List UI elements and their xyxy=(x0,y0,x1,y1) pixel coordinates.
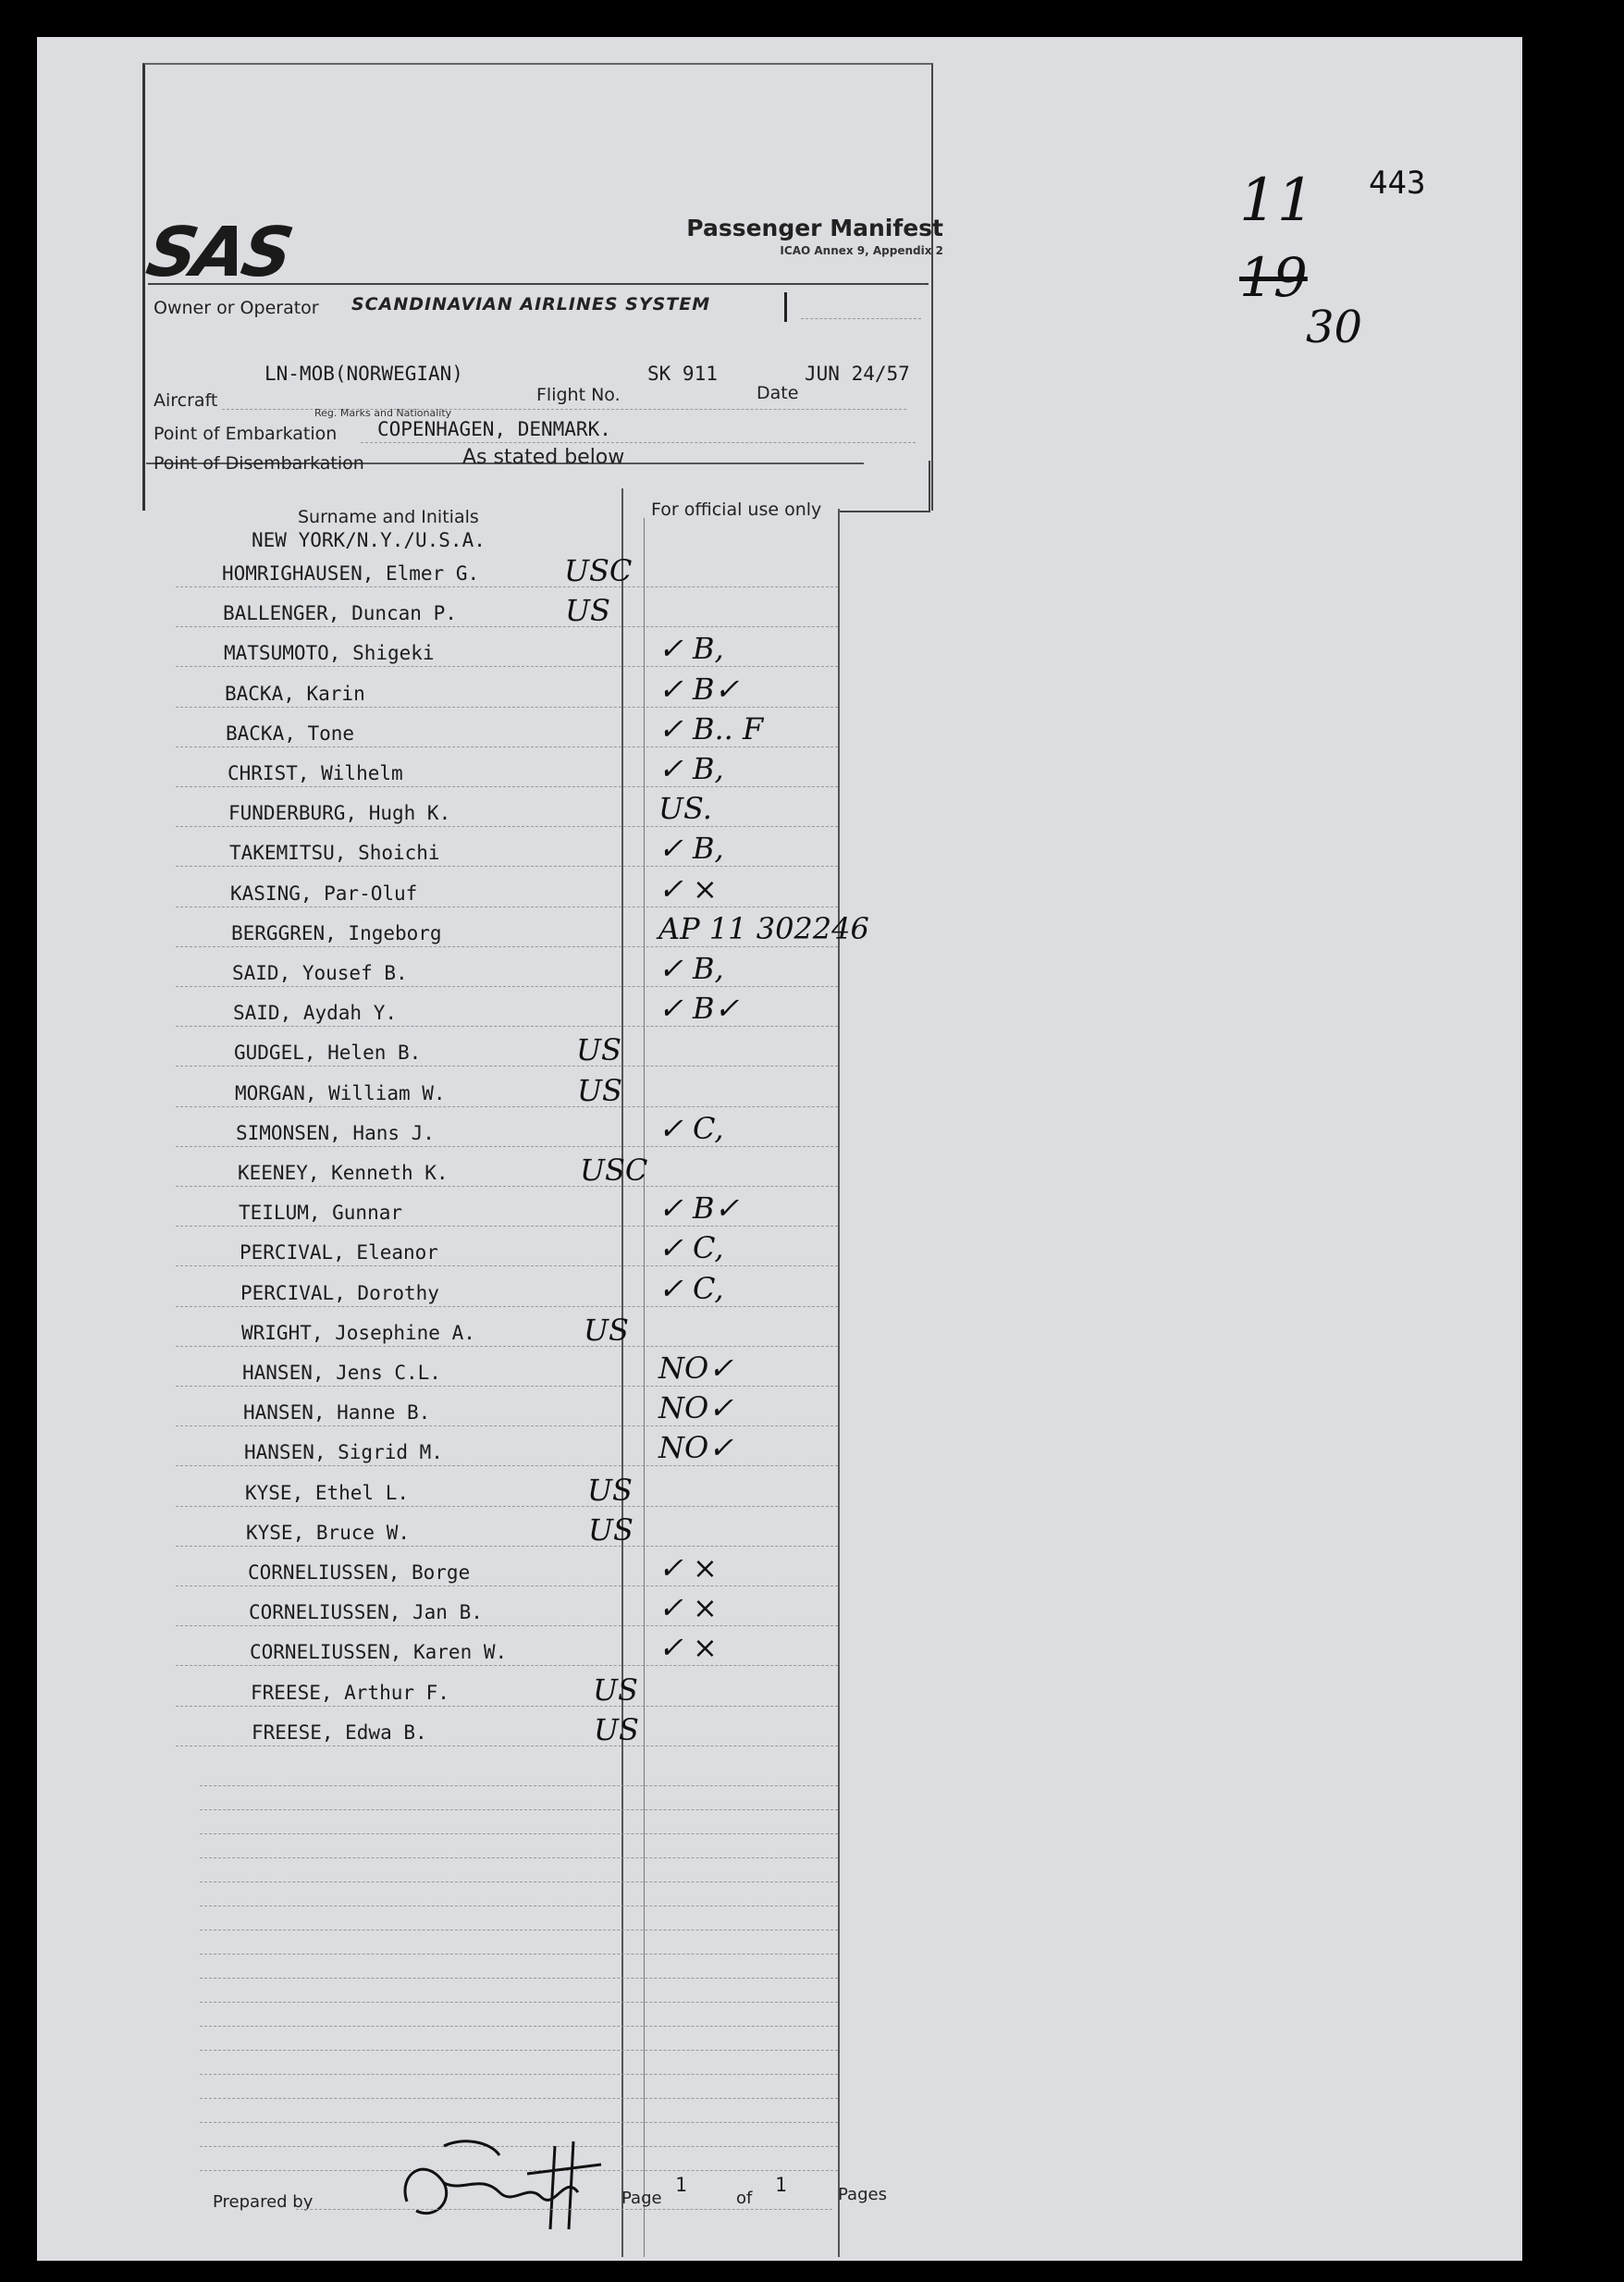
row-rule xyxy=(176,707,838,708)
official-use-mark: ✓ B, xyxy=(658,751,724,786)
passenger-name: HANSEN, Jens C.L. xyxy=(242,1362,441,1384)
blank-rule xyxy=(200,1833,838,1834)
official-use-mark: NO✓ xyxy=(658,1390,734,1425)
blank-rule xyxy=(200,1954,838,1955)
passenger-name: CORNELIUSSEN, Borge xyxy=(248,1561,471,1584)
page-title: Passenger Manifest xyxy=(686,215,943,241)
citizenship-note: US xyxy=(588,1512,634,1548)
pages-label: Pages xyxy=(838,2185,887,2204)
passenger-name: MATSUMOTO, Shigeki xyxy=(224,642,435,664)
official-use-mark: ✓ C, xyxy=(658,1230,724,1265)
row-rule xyxy=(176,1546,838,1547)
row-rule xyxy=(176,746,838,747)
flight-label: Flight No. xyxy=(536,385,621,405)
owner-label: Owner or Operator xyxy=(154,298,319,318)
official-use-mark: ✓ B✓ xyxy=(658,991,740,1026)
official-use-mark: ✓ B, xyxy=(658,631,724,666)
passenger-name: SAID, Aydah Y. xyxy=(233,1002,398,1024)
passenger-name: TEILUM, Gunnar xyxy=(239,1202,403,1224)
row-rule xyxy=(176,1425,838,1426)
passenger-name: SAID, Yousef B. xyxy=(232,962,408,984)
passenger-name: GUDGEL, Helen B. xyxy=(234,1042,422,1064)
official-use-mark: ✓ B.. F xyxy=(658,711,764,746)
disembark-value: As stated below xyxy=(462,446,625,469)
official-use-mark: ✓ × xyxy=(658,871,718,907)
official-use-mark: ✓ C, xyxy=(658,1271,724,1306)
destination: NEW YORK/N.Y./U.S.A. xyxy=(252,529,486,551)
blank-rule xyxy=(200,2122,838,2123)
row-rule xyxy=(176,986,838,987)
date-value: JUN 24/57 xyxy=(805,363,910,385)
form-box-tab xyxy=(840,461,930,512)
official-use-mark: ✓ C, xyxy=(658,1111,724,1146)
row-rule xyxy=(176,1066,838,1067)
margin-note-443: 443 xyxy=(1369,165,1426,202)
official-column-inner-divider xyxy=(644,518,645,2257)
date-label: Date xyxy=(757,383,799,403)
citizenship-note: US xyxy=(587,1473,633,1508)
passenger-name: FREESE, Arthur F. xyxy=(251,1682,449,1704)
row-rule xyxy=(176,666,838,667)
row-rule xyxy=(176,866,838,867)
passenger-name: HOMRIGHAUSEN, Elmer G. xyxy=(222,562,480,585)
blank-rule xyxy=(200,1785,838,1786)
passenger-name: BACKA, Karin xyxy=(225,683,365,705)
prepared-by-label: Prepared by xyxy=(213,2192,314,2212)
official-use-mark: NO✓ xyxy=(658,1430,734,1465)
passenger-name: FUNDERBURG, Hugh K. xyxy=(228,802,451,824)
of-label: of xyxy=(736,2189,753,2208)
row-rule xyxy=(176,786,838,787)
row-rule xyxy=(176,1625,838,1626)
passenger-name: KASING, Par-Oluf xyxy=(230,882,418,905)
row-rule xyxy=(176,1146,838,1147)
row-rule xyxy=(176,1226,838,1227)
official-use-mark: US. xyxy=(658,791,712,826)
footer-line xyxy=(296,2209,832,2210)
row-rule xyxy=(176,1665,838,1666)
blank-rule xyxy=(200,2098,838,2099)
citizenship-note: US xyxy=(594,1712,639,1747)
row-rule xyxy=(176,1265,838,1266)
citizenship-note: US xyxy=(584,1313,629,1348)
row-rule xyxy=(176,626,838,627)
passenger-name: CHRIST, Wilhelm xyxy=(228,762,403,784)
embark-value: COPENHAGEN, DENMARK. xyxy=(377,418,611,440)
citizenship-note: US xyxy=(577,1073,622,1108)
owner-value: SCANDINAVIAN AIRLINES SYSTEM xyxy=(351,294,711,315)
aircraft-sub-label: Reg. Marks and Nationality xyxy=(314,407,452,419)
blank-rule xyxy=(200,2026,838,2027)
embark-line xyxy=(361,442,916,443)
official-column-header: For official use only xyxy=(651,500,822,520)
owner-blank-line xyxy=(801,318,921,319)
names-column-header: Surname and Initials xyxy=(298,507,479,527)
sas-logo: SAS xyxy=(141,213,296,292)
citizenship-note: US xyxy=(565,593,610,628)
blank-rule xyxy=(200,2074,838,2075)
page-label: Page xyxy=(621,2189,662,2208)
official-use-mark: ✓ × xyxy=(658,1590,718,1625)
row-rule xyxy=(176,1465,838,1466)
official-column-right-divider xyxy=(838,509,840,2257)
passenger-name: PERCIVAL, Eleanor xyxy=(240,1241,438,1264)
passenger-name: CORNELIUSSEN, Karen W. xyxy=(250,1641,508,1663)
citizenship-note: USC xyxy=(580,1153,648,1188)
row-rule xyxy=(176,1106,838,1107)
passenger-name: CORNELIUSSEN, Jan B. xyxy=(249,1601,483,1623)
passenger-name: PERCIVAL, Dorothy xyxy=(240,1282,439,1304)
row-rule xyxy=(176,1306,838,1307)
passenger-name: BACKA, Tone xyxy=(226,722,355,745)
row-rule xyxy=(176,1186,838,1187)
aircraft-label: Aircraft xyxy=(154,390,218,411)
passenger-name: FREESE, Edwa B. xyxy=(252,1721,427,1744)
row-rule xyxy=(176,1585,838,1586)
embark-label: Point of Embarkation xyxy=(154,424,338,444)
aircraft-value: LN-MOB(NORWEGIAN) xyxy=(265,363,463,385)
row-rule xyxy=(176,1745,838,1746)
handwritten-signature xyxy=(388,2137,629,2239)
row-rule xyxy=(176,826,838,827)
blank-rule xyxy=(200,1809,838,1810)
official-use-mark: ✓ B✓ xyxy=(658,1190,740,1226)
passenger-name: HANSEN, Sigrid M. xyxy=(244,1441,443,1463)
citizenship-note: US xyxy=(593,1672,638,1708)
flight-value: SK 911 xyxy=(647,363,718,385)
official-use-mark: AP 11 302246 xyxy=(658,911,869,946)
row-rule xyxy=(176,1386,838,1387)
passenger-name: BALLENGER, Duncan P. xyxy=(223,602,457,624)
margin-note-30: 30 xyxy=(1306,302,1363,353)
passenger-name: MORGAN, William W. xyxy=(235,1082,446,1104)
disembark-label: Point of Disembarkation xyxy=(154,453,364,474)
official-use-mark: NO✓ xyxy=(658,1351,734,1386)
official-use-mark: ✓ B✓ xyxy=(658,672,740,707)
passenger-name: HANSEN, Hanne B. xyxy=(243,1401,431,1424)
row-rule xyxy=(176,1346,838,1347)
official-use-mark: ✓ B, xyxy=(658,951,724,986)
passenger-name: TAKEMITSU, Shoichi xyxy=(229,842,440,864)
row-rule xyxy=(176,1706,838,1707)
official-use-mark: ✓ × xyxy=(658,1630,718,1665)
official-column-left-divider xyxy=(621,488,623,2257)
passenger-name: BERGGREN, Ingeborg xyxy=(231,922,442,944)
blank-rule xyxy=(200,2002,838,2003)
citizenship-note: US xyxy=(576,1032,621,1067)
owner-divider xyxy=(784,292,787,322)
passenger-name: KYSE, Ethel L. xyxy=(245,1482,410,1504)
blank-rule xyxy=(200,1881,838,1882)
passenger-name: WRIGHT, Josephine A. xyxy=(241,1322,475,1344)
margin-note-11: 11 xyxy=(1239,167,1315,235)
citizenship-note: USC xyxy=(564,553,633,588)
passenger-name: KEENEY, Kenneth K. xyxy=(238,1162,449,1184)
blank-rule xyxy=(200,1857,838,1858)
blank-rule xyxy=(200,1978,838,1979)
row-rule xyxy=(176,1026,838,1027)
passenger-name: KYSE, Bruce W. xyxy=(246,1522,411,1544)
page-number: 1 xyxy=(675,2174,687,2196)
header-divider xyxy=(148,283,929,285)
row-rule xyxy=(176,946,838,947)
blank-rule xyxy=(200,2050,838,2051)
page-subtitle: ICAO Annex 9, Appendix 2 xyxy=(780,244,943,257)
row-rule xyxy=(176,586,838,587)
margin-note-19: 19 xyxy=(1239,246,1308,309)
official-use-mark: ✓ × xyxy=(658,1550,718,1585)
row-rule xyxy=(176,1506,838,1507)
official-use-mark: ✓ B, xyxy=(658,831,724,866)
manifest-sheet xyxy=(37,37,1522,2261)
page-total: 1 xyxy=(775,2174,787,2196)
passenger-name: SIMONSEN, Hans J. xyxy=(236,1122,435,1144)
